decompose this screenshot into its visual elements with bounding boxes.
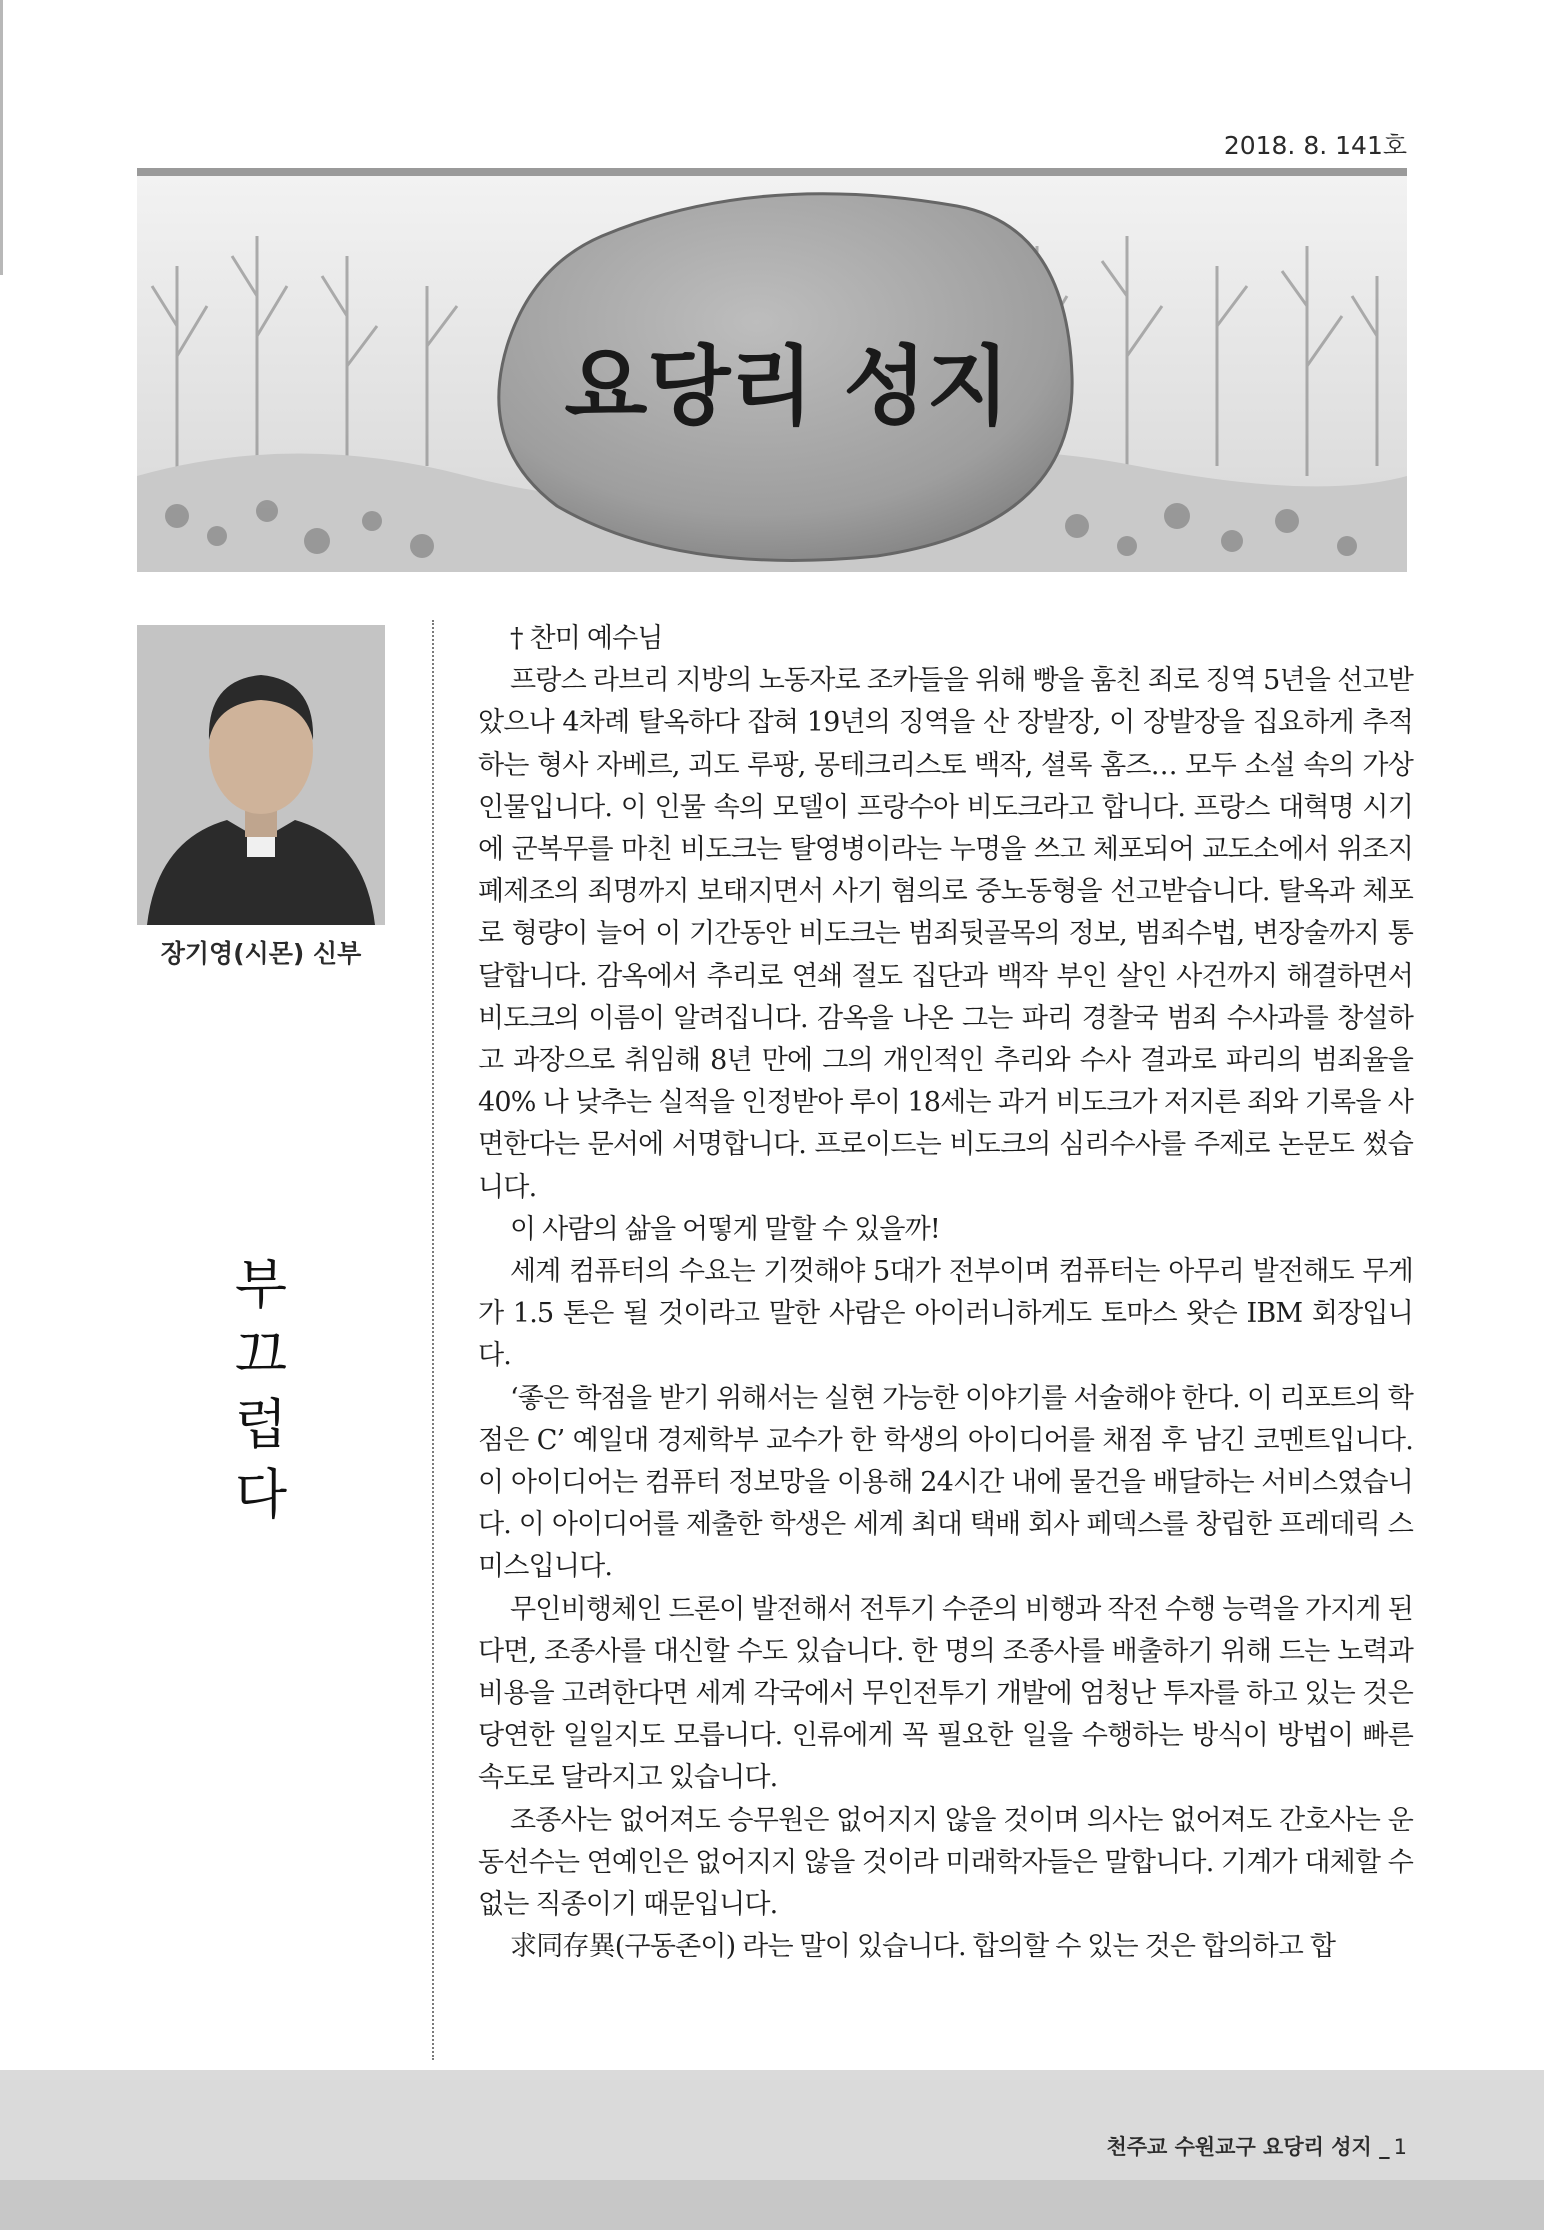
paragraph: 求同存異(구동존이) 라는 말이 있습니다. 합의할 수 있는 것은 합의하고 합 <box>510 1931 1336 1963</box>
issue-date: 2018. 8. 141호 <box>1223 131 1407 160</box>
paragraph: 세계 컴퓨터의 수요는 기껏해야 5대가 전부이며 컴퓨터는 아무리 발전해도 무게가 1.5 톤은 될 것이라고 말한 사람은 아이러니하게도 토마스 왓슨 IBM 회장입니다. <box>478 1256 1413 1372</box>
footer-band <box>0 2070 1544 2180</box>
page-edge-rule <box>0 0 3 275</box>
title-char: 럽 <box>234 1393 288 1456</box>
paragraph: 프랑스 라브리 지방의 노동자로 조카들을 위해 빵을 훔친 죄로 징역 5년을 선고받았으나 4차례 탈옥하다 잡혀 19년의 징역을 산 장발장, 이 장발장을 집요하게 추적하는 형사 자베르, 괴도 루팡, 몽테크리스토 백작, 셜록 홈즈… 모두 소설 속의 가상 인물입니다. 이 인물 속의 모델이 프랑수아 비도크라고 합니다. 프랑스 대혁명 시기에 군복무를 마친 비도크는 탈영병이라는 누명을 쓰고 체포되어 교도소에서 위조지폐제조의 죄명까지 보태지면서 사기 혐의로 중노동형을 선고받습니다. 탈옥과 체포로 형량이 늘어 이 기간동안 비도크는 범죄뒷골목의 정보, 범죄수법, 변장술까지 통달합니다. 감옥에서 추리로 연쇄 절도 집단과 백작 부인 살인 사건까지 해결하면서 비도크의 이름이 알려집니다. 감옥을 나온 그는 파리 경찰국 범죄 수사과를 창설하고 과장으로 취임해 8년 만에 그의 개인적인 추리와 수사 결과로 파리의 범죄율을 40% 나 낮추는 실적을 인정받아 루이 18세는 과거 비도크가 저지른 죄와 기록을 사면한다는 문서에 서명합니다. 프로이드는 비도크의 심리수사를 주제로 논문도 썼습니다. <box>478 665 1413 1203</box>
author-photo <box>137 625 385 925</box>
article-body <box>478 618 1413 1969</box>
vertical-title <box>226 1250 296 1530</box>
title-char: 끄 <box>234 1323 288 1386</box>
stone-inscription: 요당리 성지 <box>564 336 1010 437</box>
stone-banner-illustration <box>137 176 1407 572</box>
header-banner <box>137 168 1407 572</box>
footer-strip <box>0 2180 1544 2230</box>
paragraph: 무인비행체인 드론이 발전해서 전투기 수준의 비행과 작전 수행 능력을 가지게 된다면, 조종사를 대신할 수도 있습니다. 한 명의 조종사를 배출하기 위해 드는 노력과 비용을 고려한다면 세계 각국에서 무인전투기 개발에 엄청난 투자를 하고 있는 것은 당연한 일일지도 모릅니다. 인류에게 꼭 필요한 일을 수행하는 방식이 방법이 빠른 속도로 달라지고 있습니다. <box>478 1593 1413 1794</box>
footer-title: 천주교 수원교구 요당리 성지 _ <box>1106 2135 1390 2159</box>
column-divider <box>432 620 434 2060</box>
paragraph: 조종사는 없어져도 승무원은 없어지지 않을 것이며 의사는 없어져도 간호사는 운동선수는 연예인은 없어지지 않을 것이라 미래학자들은 말합니다. 기계가 대체할 수 없는 직종이기 때문입니다. <box>478 1804 1413 1921</box>
title-char: 다 <box>234 1463 288 1526</box>
greeting: † 찬미 예수님 <box>510 623 663 654</box>
footer <box>1106 2131 1407 2161</box>
author-name: 장기영(시몬) 신부 <box>160 939 362 968</box>
page-number: 1 <box>1393 2135 1407 2159</box>
paragraph: 이 사람의 삶을 어떻게 말할 수 있을까! <box>510 1213 940 1245</box>
title-char: 부 <box>234 1253 288 1316</box>
priest-portrait <box>137 625 385 925</box>
paragraph: ‘좋은 학점을 받기 위해서는 실현 가능한 이야기를 서술해야 한다. 이 리포트의 학점은 C’ 예일대 경제학부 교수가 한 학생의 아이디어를 채점 후 남긴 코멘트입니다. 이 아이디어는 컴퓨터 정보망을 이용해 24시간 내에 물건을 배달하는 서비스였습니다. 이 아이디어를 제출한 학생은 세계 최대 택배 회사 페덱스를 창립한 프레데릭 스미스입니다. <box>478 1382 1413 1583</box>
